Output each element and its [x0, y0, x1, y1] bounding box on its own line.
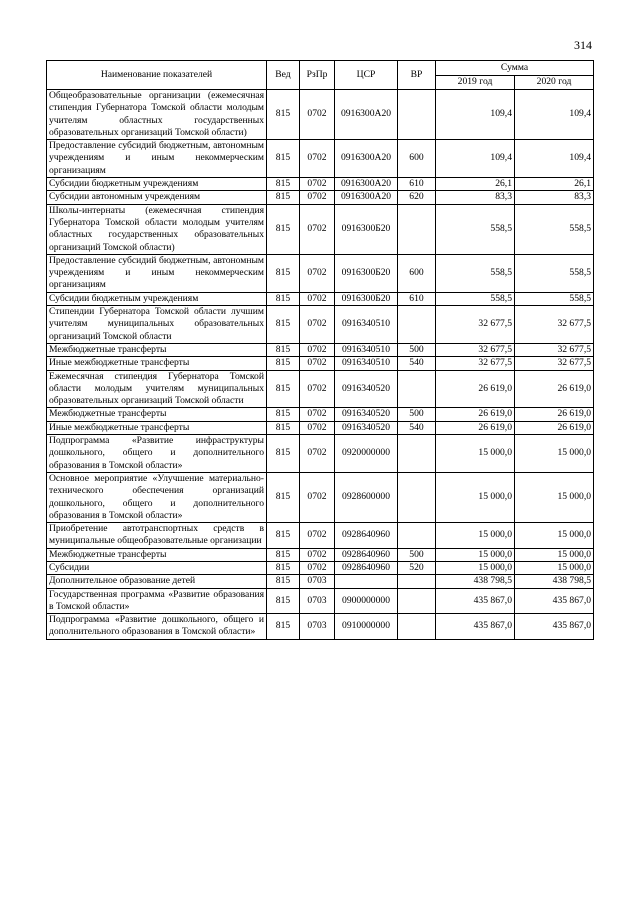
cell-vr — [398, 204, 436, 254]
table-row — [47, 357, 594, 370]
cell-rzpr: 0702 — [300, 561, 335, 574]
cell-name: Предоставление субсидий бюджетным, автономным учреждениям и иным некоммерческим организациям — [47, 140, 267, 178]
cell-2019: 558,5 — [436, 254, 515, 292]
table-row — [47, 90, 594, 140]
cell-csr: 0916300Б20 — [335, 254, 398, 292]
cell-name: Приобретение автотранспортных средств в муниципальные общеобразовательные организации — [47, 523, 267, 549]
cell-rzpr: 0702 — [300, 435, 335, 473]
cell-name: Межбюджетные трансферты — [47, 408, 267, 421]
cell-name: Межбюджетные трансферты — [47, 343, 267, 356]
cell-ved: 815 — [267, 306, 300, 344]
header-ved: Вед — [267, 61, 300, 90]
cell-2020: 109,4 — [515, 140, 594, 178]
cell-2019: 435 867,0 — [436, 588, 515, 614]
header-name: Наименование показателей — [47, 61, 267, 90]
cell-csr — [335, 575, 398, 588]
cell-2020: 558,5 — [515, 204, 594, 254]
cell-2019: 438 798,5 — [436, 575, 515, 588]
cell-name: Подпрограмма «Развитие дошкольного, общего и дополнительного образования в Томской области» — [47, 614, 267, 640]
cell-vr — [398, 472, 436, 522]
cell-vr: 600 — [398, 254, 436, 292]
cell-2019: 15 000,0 — [436, 472, 515, 522]
cell-ved: 815 — [267, 588, 300, 614]
cell-ved: 815 — [267, 357, 300, 370]
cell-csr: 0916300Б20 — [335, 204, 398, 254]
table-row — [47, 575, 594, 588]
cell-csr: 0916300А20 — [335, 90, 398, 140]
cell-vr — [398, 435, 436, 473]
cell-vr: 520 — [398, 561, 436, 574]
cell-2019: 32 677,5 — [436, 306, 515, 344]
cell-ved: 815 — [267, 292, 300, 305]
cell-vr: 610 — [398, 178, 436, 191]
cell-2020: 435 867,0 — [515, 614, 594, 640]
cell-vr — [398, 575, 436, 588]
cell-rzpr: 0702 — [300, 306, 335, 344]
cell-rzpr: 0702 — [300, 292, 335, 305]
cell-2019: 83,3 — [436, 191, 515, 204]
table-row — [47, 548, 594, 561]
cell-name: Подпрограмма «Развитие инфраструктуры дошкольного, общего и дополнительного образования в Томской области» — [47, 435, 267, 473]
cell-csr: 0916340520 — [335, 408, 398, 421]
table-body — [47, 90, 594, 640]
table-row — [47, 370, 594, 408]
cell-name: Межбюджетные трансферты — [47, 548, 267, 561]
cell-name: Иные межбюджетные трансферты — [47, 421, 267, 434]
cell-name: Субсидии бюджетным учреждениям — [47, 178, 267, 191]
cell-2019: 26 619,0 — [436, 370, 515, 408]
cell-ved: 815 — [267, 343, 300, 356]
cell-2019: 26 619,0 — [436, 421, 515, 434]
cell-2019: 15 000,0 — [436, 523, 515, 549]
cell-2020: 26 619,0 — [515, 421, 594, 434]
cell-csr: 0916300А20 — [335, 140, 398, 178]
table-row — [47, 306, 594, 344]
cell-2020: 26 619,0 — [515, 408, 594, 421]
cell-ved: 815 — [267, 204, 300, 254]
cell-2020: 435 867,0 — [515, 588, 594, 614]
cell-name: Субсидии — [47, 561, 267, 574]
budget-table — [46, 60, 594, 640]
cell-rzpr: 0702 — [300, 548, 335, 561]
cell-rzpr: 0702 — [300, 421, 335, 434]
cell-csr: 0916340510 — [335, 343, 398, 356]
cell-vr: 500 — [398, 548, 436, 561]
table-row — [47, 523, 594, 549]
cell-2020: 32 677,5 — [515, 306, 594, 344]
table-row — [47, 191, 594, 204]
cell-2020: 83,3 — [515, 191, 594, 204]
cell-2019: 15 000,0 — [436, 548, 515, 561]
table-row — [47, 292, 594, 305]
table-row — [47, 343, 594, 356]
table-row — [47, 421, 594, 434]
cell-rzpr: 0702 — [300, 357, 335, 370]
table-row — [47, 408, 594, 421]
cell-vr — [398, 90, 436, 140]
cell-csr: 0910000000 — [335, 614, 398, 640]
cell-name: Основное мероприятие «Улучшение материально-технического обеспечения организаций дошкольного, общего и дополнительного образования в Томской области» — [47, 472, 267, 522]
cell-rzpr: 0702 — [300, 408, 335, 421]
cell-name: Общеобразовательные организации (ежемесячная стипендия Губернатора Томской области молодым учителям областных государственных образовательных организаций Томской области) — [47, 90, 267, 140]
header-2020: 2020 год — [515, 76, 594, 90]
cell-name: Стипендии Губернатора Томской области лучшим учителям муниципальных образовательных организаций Томской области — [47, 306, 267, 344]
header-rzpr: РзПр — [300, 61, 335, 90]
cell-csr: 0920000000 — [335, 435, 398, 473]
cell-2020: 26,1 — [515, 178, 594, 191]
cell-ved: 815 — [267, 548, 300, 561]
cell-name: Школы-интернаты (ежемесячная стипендия Губернатора Томской области молодым учителям областных государственных образовательных организаций Томской области) — [47, 204, 267, 254]
cell-vr: 500 — [398, 343, 436, 356]
cell-2019: 558,5 — [436, 292, 515, 305]
cell-vr — [398, 523, 436, 549]
cell-csr: 0916340520 — [335, 370, 398, 408]
cell-vr: 540 — [398, 357, 436, 370]
cell-csr: 0916300Б20 — [335, 292, 398, 305]
cell-rzpr: 0702 — [300, 343, 335, 356]
cell-vr — [398, 588, 436, 614]
table-row — [47, 254, 594, 292]
cell-name: Субсидии автономным учреждениям — [47, 191, 267, 204]
table-row — [47, 178, 594, 191]
cell-rzpr: 0702 — [300, 178, 335, 191]
cell-2020: 15 000,0 — [515, 548, 594, 561]
cell-2020: 558,5 — [515, 254, 594, 292]
cell-vr — [398, 306, 436, 344]
cell-csr: 0928640960 — [335, 523, 398, 549]
cell-2019: 558,5 — [436, 204, 515, 254]
cell-ved: 815 — [267, 140, 300, 178]
page-number: 314 — [574, 38, 592, 52]
cell-vr — [398, 614, 436, 640]
cell-2020: 15 000,0 — [515, 472, 594, 522]
header-2019: 2019 год — [436, 76, 515, 90]
cell-2019: 32 677,5 — [436, 343, 515, 356]
table-row — [47, 435, 594, 473]
cell-2020: 558,5 — [515, 292, 594, 305]
cell-rzpr: 0702 — [300, 204, 335, 254]
table-row — [47, 472, 594, 522]
cell-rzpr: 0702 — [300, 370, 335, 408]
cell-rzpr: 0702 — [300, 140, 335, 178]
cell-rzpr: 0702 — [300, 90, 335, 140]
cell-ved: 815 — [267, 575, 300, 588]
cell-2020: 15 000,0 — [515, 561, 594, 574]
table-row — [47, 588, 594, 614]
cell-2020: 15 000,0 — [515, 435, 594, 473]
cell-vr: 600 — [398, 140, 436, 178]
cell-2019: 26,1 — [436, 178, 515, 191]
table-row — [47, 204, 594, 254]
cell-ved: 815 — [267, 472, 300, 522]
cell-2020: 15 000,0 — [515, 523, 594, 549]
cell-2019: 109,4 — [436, 140, 515, 178]
cell-csr: 0916300А20 — [335, 178, 398, 191]
cell-2019: 109,4 — [436, 90, 515, 140]
cell-rzpr: 0702 — [300, 191, 335, 204]
cell-2020: 32 677,5 — [515, 343, 594, 356]
cell-csr: 0928640960 — [335, 561, 398, 574]
header-vr: ВР — [398, 61, 436, 90]
cell-vr — [398, 370, 436, 408]
cell-name: Ежемесячная стипендия Губернатора Томской области молодым учителям муниципальных образовательных организаций Томской области — [47, 370, 267, 408]
cell-name: Иные межбюджетные трансферты — [47, 357, 267, 370]
cell-name: Дополнительное образование детей — [47, 575, 267, 588]
cell-2019: 26 619,0 — [436, 408, 515, 421]
cell-2019: 15 000,0 — [436, 435, 515, 473]
cell-name: Государственная программа «Развитие образования в Томской области» — [47, 588, 267, 614]
table-header — [47, 61, 594, 90]
cell-rzpr: 0702 — [300, 472, 335, 522]
cell-name: Предоставление субсидий бюджетным, автономным учреждениям и иным некоммерческим организациям — [47, 254, 267, 292]
cell-vr: 610 — [398, 292, 436, 305]
cell-2019: 435 867,0 — [436, 614, 515, 640]
cell-ved: 815 — [267, 523, 300, 549]
cell-ved: 815 — [267, 370, 300, 408]
cell-ved: 815 — [267, 561, 300, 574]
cell-ved: 815 — [267, 191, 300, 204]
cell-vr: 500 — [398, 408, 436, 421]
cell-ved: 815 — [267, 90, 300, 140]
cell-vr: 620 — [398, 191, 436, 204]
cell-rzpr: 0702 — [300, 523, 335, 549]
cell-name: Субсидии бюджетным учреждениям — [47, 292, 267, 305]
cell-ved: 815 — [267, 178, 300, 191]
cell-ved: 815 — [267, 408, 300, 421]
cell-2020: 26 619,0 — [515, 370, 594, 408]
cell-ved: 815 — [267, 614, 300, 640]
cell-2020: 32 677,5 — [515, 357, 594, 370]
cell-2020: 438 798,5 — [515, 575, 594, 588]
cell-csr: 0928600000 — [335, 472, 398, 522]
cell-rzpr: 0703 — [300, 588, 335, 614]
header-csr: ЦСР — [335, 61, 398, 90]
cell-2020: 109,4 — [515, 90, 594, 140]
cell-csr: 0928640960 — [335, 548, 398, 561]
cell-rzpr: 0702 — [300, 254, 335, 292]
cell-csr: 0916340510 — [335, 357, 398, 370]
cell-2019: 32 677,5 — [436, 357, 515, 370]
cell-2019: 15 000,0 — [436, 561, 515, 574]
cell-csr: 0900000000 — [335, 588, 398, 614]
header-sum: Сумма — [436, 61, 594, 76]
cell-rzpr: 0703 — [300, 575, 335, 588]
cell-ved: 815 — [267, 254, 300, 292]
table-row — [47, 561, 594, 574]
cell-csr: 0916340510 — [335, 306, 398, 344]
cell-ved: 815 — [267, 435, 300, 473]
cell-csr: 0916300А20 — [335, 191, 398, 204]
cell-ved: 815 — [267, 421, 300, 434]
cell-csr: 0916340520 — [335, 421, 398, 434]
cell-vr: 540 — [398, 421, 436, 434]
table-row — [47, 140, 594, 178]
table-row — [47, 614, 594, 640]
cell-rzpr: 0703 — [300, 614, 335, 640]
